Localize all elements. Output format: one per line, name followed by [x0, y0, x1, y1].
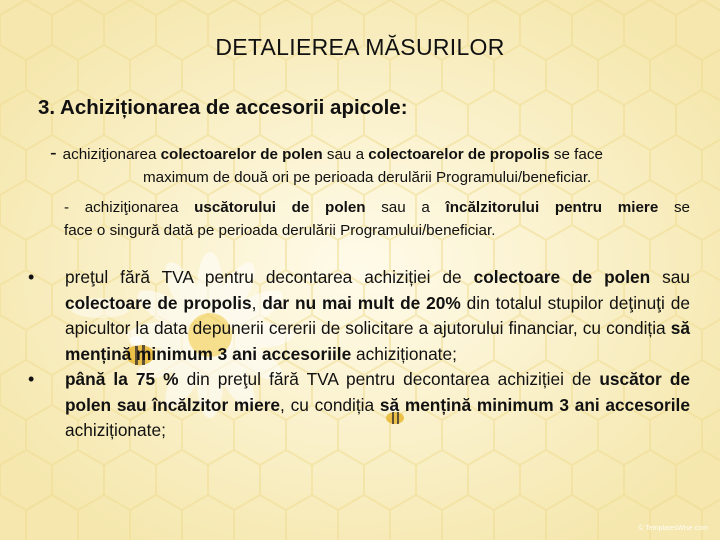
bold-run: să mențină minimum 3 ani accesorile — [379, 394, 690, 415]
bullet-dot-icon: • — [28, 267, 35, 287]
bold-run: colectoare de polen — [473, 267, 651, 287]
text-run: sau — [650, 267, 690, 287]
bold-run: colectoarelor de propolis — [368, 146, 550, 163]
section-heading: 3. Achiziționarea de accesorii apicole: — [38, 96, 408, 119]
text-run: din preţul fără TVA pentru decontarea achiziției de — [178, 369, 600, 389]
bold-run: colectoarelor de polen — [160, 146, 323, 163]
text-run: , — [251, 292, 263, 313]
text-run: sau a — [322, 146, 369, 163]
sub-item-line2: face o singură dată pe perioada derulării Programului/beneficiar. — [64, 222, 496, 239]
text-run: din totalul stupilor deţinuţi de apicultor la data depunerii cererii de solicitare a ajutorului financiar, cu condiția — [65, 292, 691, 338]
bold-run: colectoare de propolis — [65, 292, 252, 313]
sub-item-line1 — [64, 196, 690, 219]
bullet-dot-icon: • — [28, 369, 35, 389]
text-run: se — [658, 199, 690, 216]
bold-run: uscătorului de polen — [194, 199, 366, 216]
text-run: , cu condiția — [280, 394, 380, 415]
bold-run: uscător de polen sau încălzitor miere — [65, 369, 690, 415]
text-run: - achiziţionarea — [64, 199, 195, 216]
text-run: sau a — [365, 199, 446, 216]
bullet-item-percentage — [28, 367, 690, 444]
sub-item-uscator — [64, 196, 690, 242]
text-run: achiziţionarea — [62, 146, 161, 163]
bold-run: până la 75 % — [65, 369, 179, 389]
sub-item-colectoare — [50, 142, 700, 189]
bold-run: încălzitorului pentru miere — [445, 199, 659, 216]
sub-item-line2: maximum de două ori pe perioada derulării Programului/beneficiar. — [143, 169, 592, 186]
slide-title: DETALIEREA MĂSURILOR — [215, 34, 505, 60]
bullet-item-price — [28, 265, 690, 367]
watermark: © TemplatesWise.com — [638, 525, 708, 532]
bold-run: să mențină minimum 3 ani accesoriile — [65, 318, 690, 364]
dash-marker: - — [50, 142, 57, 164]
bold-run: dar nu mai mult de 20% — [262, 292, 461, 313]
text-run: achiziționate; — [351, 343, 457, 364]
bullet-list — [28, 265, 690, 444]
text-run: se face — [549, 146, 603, 163]
text-run: preţul fără TVA pentru decontarea achiziției de — [65, 267, 474, 287]
text-run: achiziționate; — [65, 420, 166, 440]
